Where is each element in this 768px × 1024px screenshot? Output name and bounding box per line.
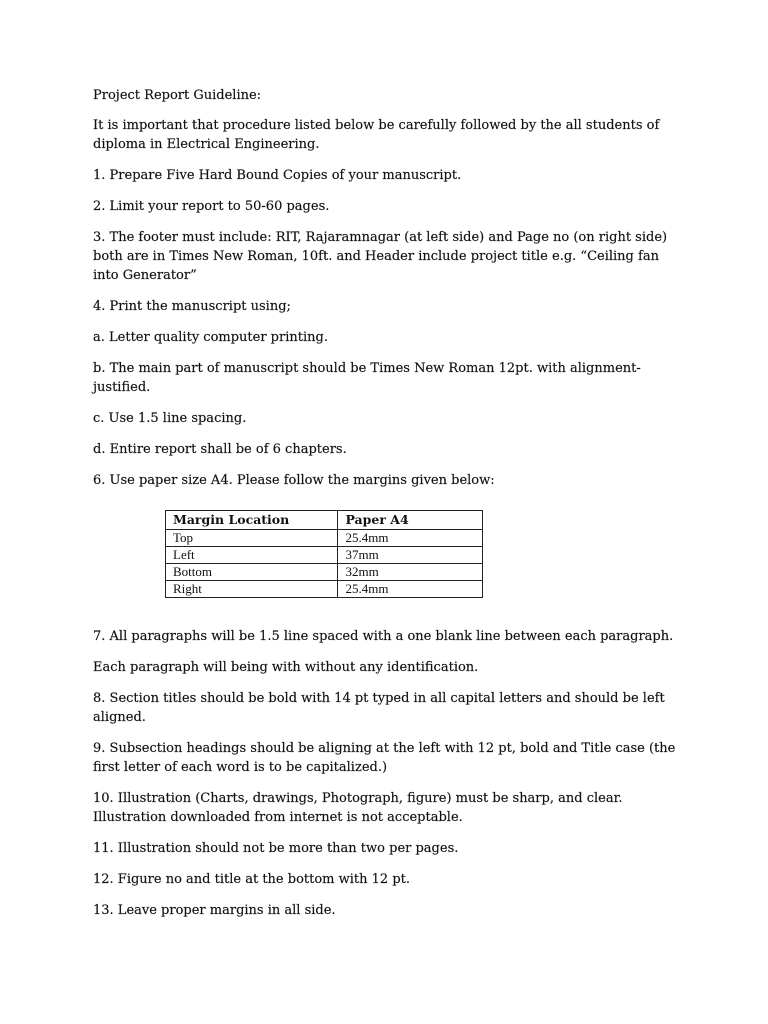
guideline-item: c. Use 1.5 line spacing. (93, 411, 247, 426)
table-cell: Bottom (166, 564, 338, 581)
column-header: Paper A4 (338, 511, 483, 530)
guideline-item: 8. Section titles should be bold with 14 pt typed in all capital letters and should be left aligned. (93, 691, 665, 725)
guideline-item: d. Entire report shall be of 6 chapters. (93, 442, 347, 457)
guideline-item: 10. Illustration (Charts, drawings, Photograph, figure) must be sharp, and clear. Illustration downloaded from internet is not acceptable. (93, 791, 623, 825)
guideline-item: 1. Prepare Five Hard Bound Copies of your manuscript. (93, 168, 462, 183)
table-cell: 37mm (338, 547, 483, 564)
table-cell: Right (166, 581, 338, 598)
column-header: Margin Location (166, 511, 338, 530)
table-header-row (166, 511, 483, 530)
table-row (166, 564, 483, 581)
table-row (166, 581, 483, 598)
guideline-item: 7. All paragraphs will be 1.5 line spaced with a one blank line between each paragraph. (93, 629, 674, 644)
guideline-item: Each paragraph will being with without any identification. (93, 660, 479, 675)
document-page (93, 86, 683, 918)
guideline-item: 6. Use paper size A4. Please follow the margins given below: (93, 473, 495, 488)
guideline-item: 12. Figure no and title at the bottom with 12 pt. (93, 872, 410, 887)
document-title: Project Report Guideline: (93, 88, 262, 103)
table-cell: Top (166, 530, 338, 547)
guideline-item: a. Letter quality computer printing. (93, 330, 328, 345)
guideline-item: 13. Leave proper margins in all side. (93, 903, 336, 918)
guideline-item: 9. Subsection headings should be aligning at the left with 12 pt, bold and Title case (the first letter of each word is to be capitalized.) (93, 741, 676, 775)
guideline-item: 3. The footer must include: RIT, Rajaramnagar (at left side) and Page no (on right side) both are in Times New Roman, 10ft. and Header include project title e.g. “Ceiling fan into Generator” (93, 230, 668, 283)
guideline-item: 4. Print the manuscript using; (93, 299, 291, 314)
guidelines-continued (93, 627, 683, 932)
table-row (166, 547, 483, 564)
table-cell: 32mm (338, 564, 483, 581)
guideline-item: 11. Illustration should not be more than two per pages. (93, 841, 459, 856)
guideline-item: b. The main part of manuscript should be Times New Roman 12pt. with alignment-justified. (93, 361, 641, 395)
table-cell: Left (166, 547, 338, 564)
intro-paragraph: It is important that procedure listed below be carefully followed by the all students of diploma in Electrical Engineering. (93, 118, 660, 152)
table-cell: 25.4mm (338, 530, 483, 547)
table-cell: 25.4mm (338, 581, 483, 598)
table-row (166, 530, 483, 547)
guideline-item: 2. Limit your report to 50-60 pages. (93, 199, 330, 214)
margin-table (165, 510, 483, 598)
